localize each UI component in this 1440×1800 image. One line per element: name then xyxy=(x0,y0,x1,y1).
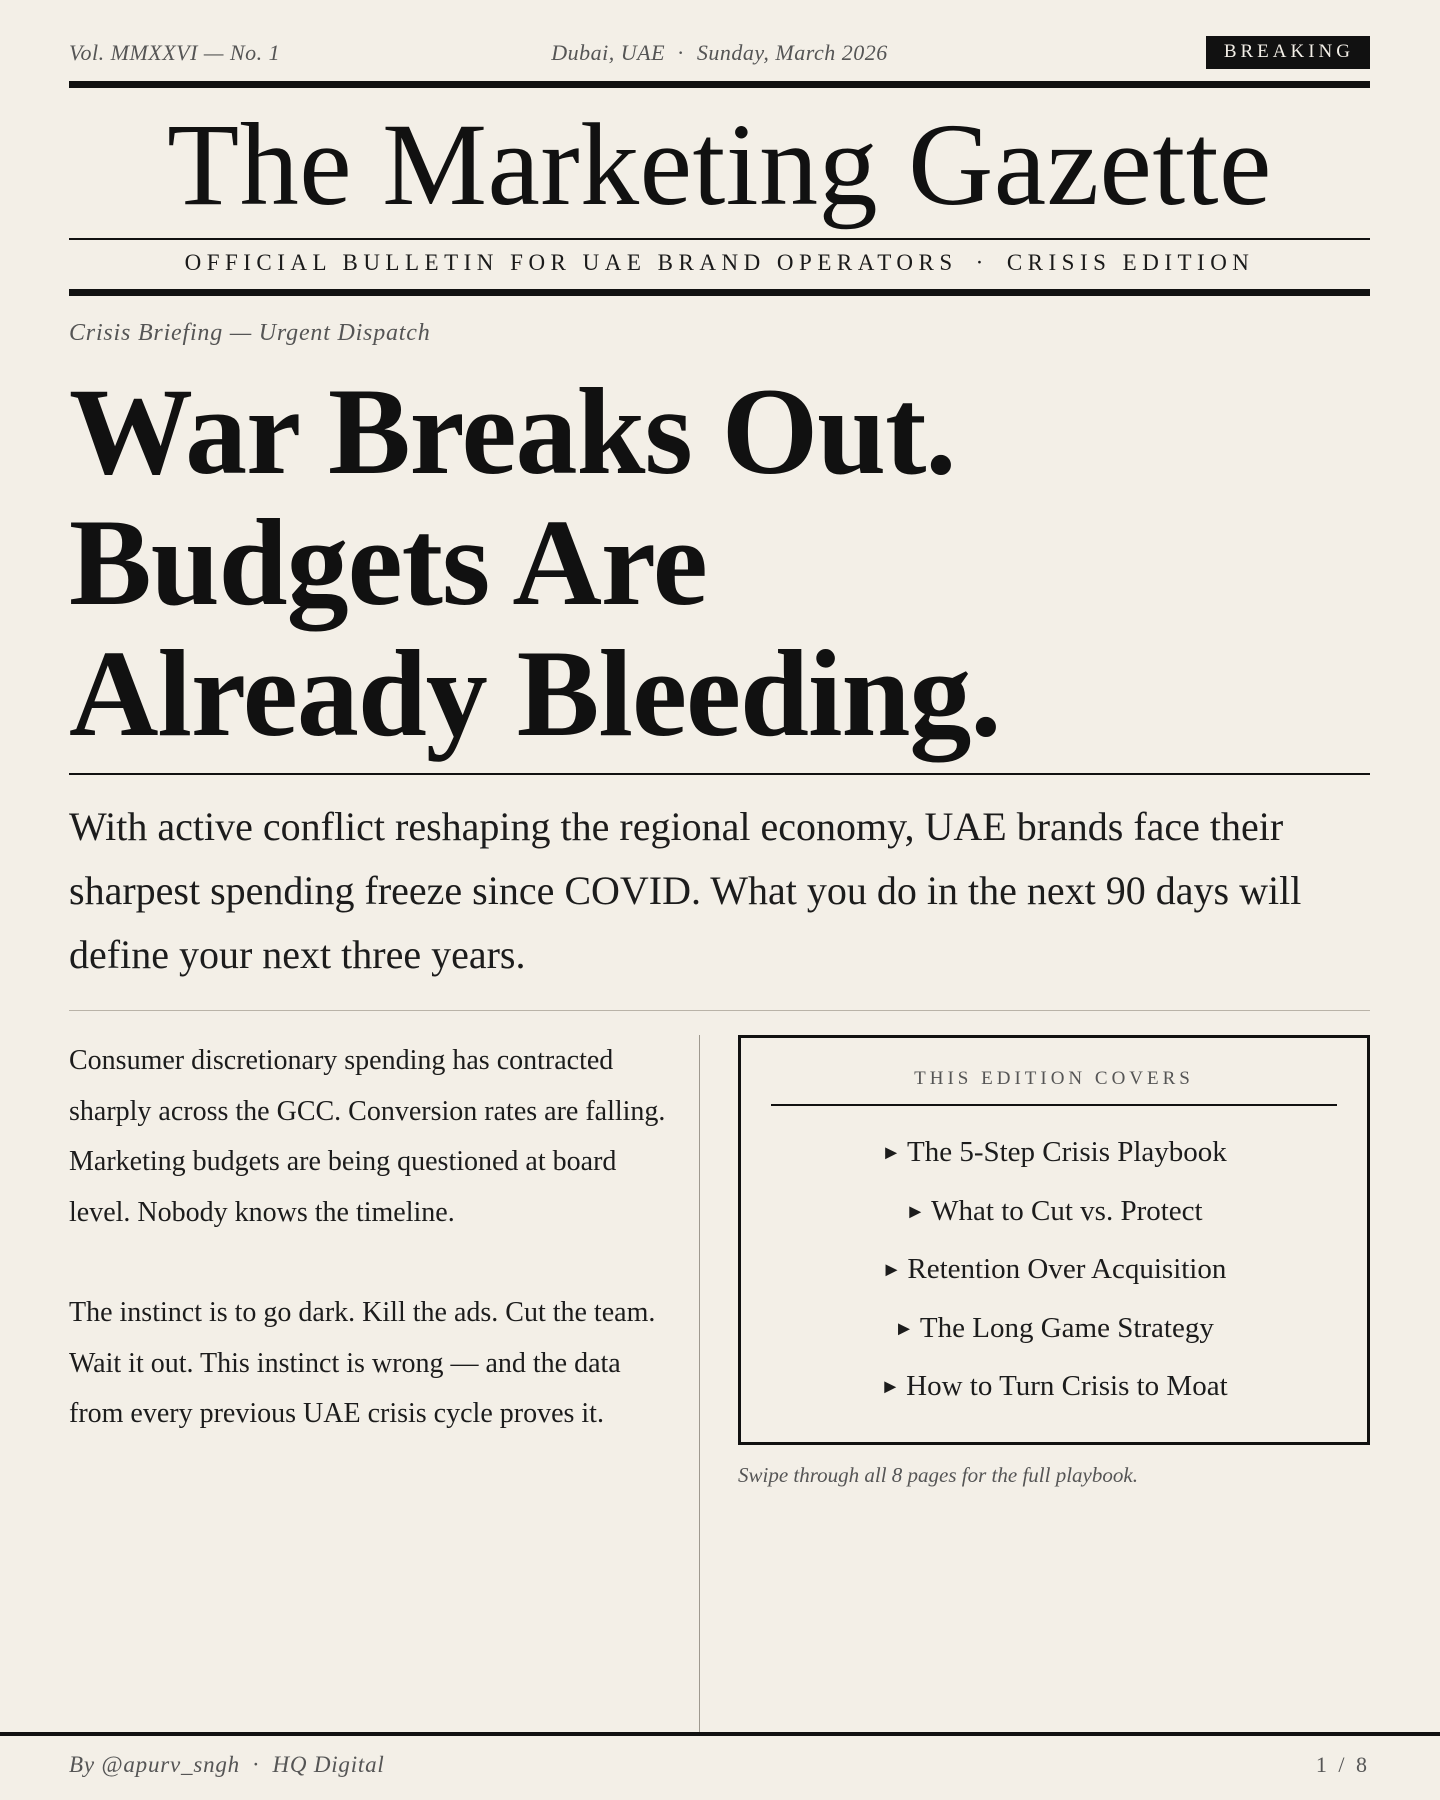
breaking-badge: BREAKING xyxy=(1206,36,1370,69)
triangle-right-icon: ► xyxy=(880,1376,901,1398)
contents-item xyxy=(741,1306,1367,1365)
contents-item-label: What to Cut vs. Protect xyxy=(931,1194,1203,1227)
body-paragraph: The instinct is to go dark. Kill the ads. Cut the team. Wait it out. This instinct is wrong — and the data from every previous UAE crisis cycle proves it. xyxy=(69,1297,656,1429)
page-footer xyxy=(69,1752,1370,1782)
article-headline xyxy=(69,363,1370,762)
contents-item xyxy=(741,1247,1367,1306)
contents-item-label: Retention Over Acquisition xyxy=(907,1253,1227,1285)
article-body xyxy=(69,1036,679,1490)
contents-item xyxy=(741,1189,1367,1248)
page-number: 1 / 8 xyxy=(1315,1752,1370,1777)
headline-line: Already Bleeding. xyxy=(69,625,1001,762)
masthead-title: The Marketing Gazette xyxy=(167,99,1272,230)
byline: By @apurv_sngh xyxy=(69,1752,240,1777)
contents-item xyxy=(741,1130,1367,1189)
dateline-separator: · xyxy=(677,40,685,65)
location-label: Dubai, UAE xyxy=(551,40,666,65)
contents-item-label: The 5-Step Crisis Playbook xyxy=(907,1136,1227,1168)
tagline-separator: · xyxy=(975,250,989,275)
contents-title-rule xyxy=(771,1104,1337,1106)
headline-line: War Breaks Out. xyxy=(69,363,956,500)
dek-bottom-rule xyxy=(69,1010,1370,1011)
headline-line: Budgets Are xyxy=(69,494,707,631)
triangle-right-icon: ► xyxy=(881,1259,902,1281)
footer-rule xyxy=(0,1732,1440,1736)
contents-title: THIS EDITION COVERS xyxy=(914,1068,1194,1089)
swipe-note: Swipe through all 8 pages for the full playbook. xyxy=(738,1463,1138,1487)
newspaper-page xyxy=(69,0,1370,1732)
contents-list xyxy=(741,1130,1367,1423)
triangle-right-icon: ► xyxy=(894,1317,914,1340)
date-label: Sunday, March 2026 xyxy=(696,40,888,65)
footer-separator: · xyxy=(251,1752,261,1777)
tagline-right: CRISIS EDITION xyxy=(1006,250,1255,275)
publisher: HQ Digital xyxy=(272,1752,385,1777)
masthead-tagline xyxy=(69,250,1370,276)
meta-row xyxy=(69,36,1370,72)
tagline-left: OFFICIAL BULLETIN FOR UAE BRAND OPERATORS xyxy=(184,250,958,275)
triangle-right-icon: ► xyxy=(881,1142,901,1164)
footer-credits xyxy=(69,1752,385,1778)
tagline-top-rule xyxy=(69,238,1370,240)
contents-item-label: How to Turn Crisis to Moat xyxy=(906,1370,1228,1402)
volume-label: Vol. MMXXVI — No. 1 xyxy=(69,40,281,65)
contents-item-label: The Long Game Strategy xyxy=(919,1311,1214,1344)
edition-contents-box xyxy=(738,1035,1370,1445)
article-kicker: Crisis Briefing — Urgent Dispatch xyxy=(69,320,431,346)
masthead-top-rule xyxy=(69,81,1370,88)
body-paragraph: Consumer discretionary spending has contracted sharply across the GCC. Conversion rates are falling. Marketing budgets are being questioned at board level. Nobody knows the timeline. xyxy=(69,1045,666,1228)
contents-item xyxy=(741,1364,1367,1423)
masthead-bottom-rule xyxy=(69,289,1370,296)
dateline xyxy=(69,40,1370,66)
headline-bottom-rule xyxy=(69,773,1370,775)
triangle-right-icon: ► xyxy=(905,1200,926,1223)
article-dek: With active conflict reshaping the regional economy, UAE brands face their sharpest spending freeze since COVID. What you do in the next 90 days will define your next three years. xyxy=(69,804,1302,977)
column-divider xyxy=(699,1035,700,1732)
